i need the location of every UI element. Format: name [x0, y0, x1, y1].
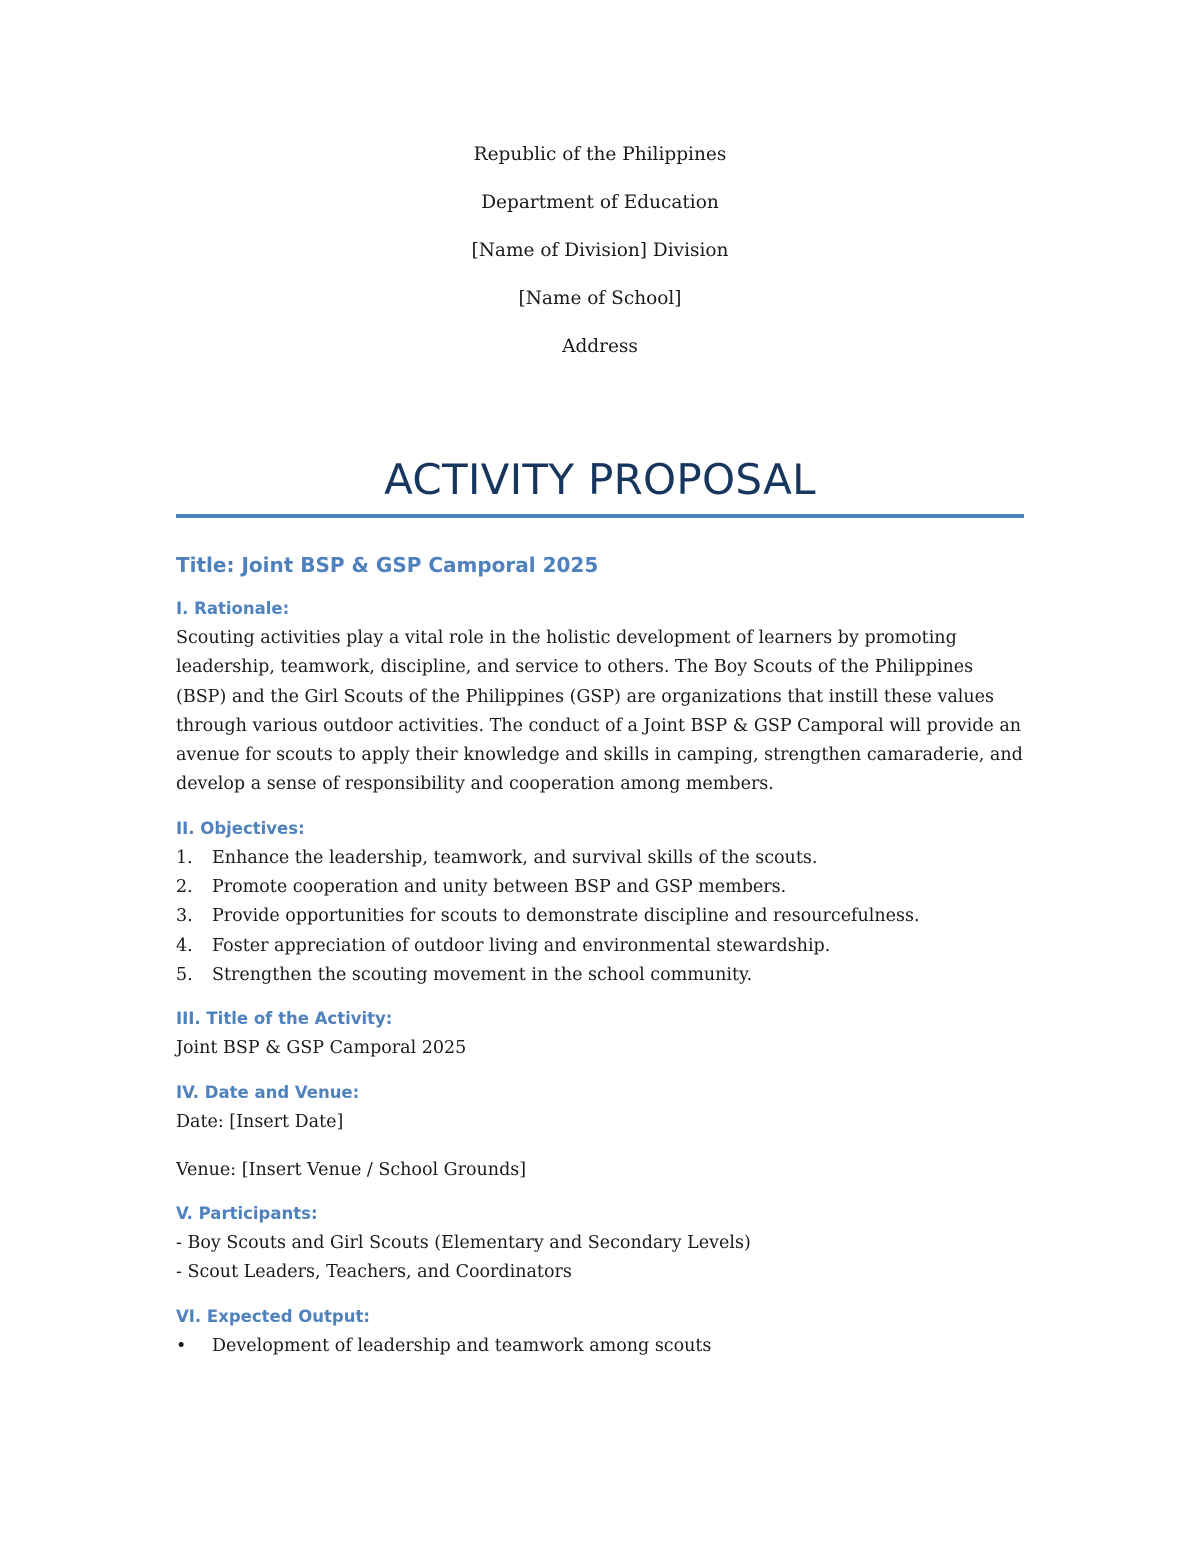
proposal-body: [176, 550, 1026, 1377]
venue-text: Venue: [Insert Venue / School Grounds]: [176, 1159, 527, 1180]
letterhead: [0, 143, 1200, 383]
activity-title-heading: III. Title of the Activity:: [176, 1009, 393, 1029]
participant-item: - Scout Leaders, Teachers, and Coordinators: [176, 1262, 572, 1283]
list-item: [176, 961, 1026, 990]
objective-text: Foster appreciation of outdoor living and environmental stewardship.: [212, 935, 831, 956]
expected-output-list: [176, 1332, 1026, 1361]
section-date-venue: [176, 1080, 1026, 1186]
section-activity-title: [176, 1006, 1026, 1063]
paragraph-gap: [176, 1137, 1026, 1156]
list-item: [176, 873, 1026, 902]
header-school: [Name of School]: [518, 288, 682, 309]
objective-text: Strengthen the scouting movement in the school community.: [212, 964, 753, 985]
list-number: 2.: [176, 877, 193, 898]
objective-text: Provide opportunities for scouts to demonstrate discipline and resourcefulness.: [212, 906, 920, 927]
section-objectives: [176, 816, 1026, 990]
expected-output-text: Development of leadership and teamwork among scouts: [212, 1335, 712, 1356]
title-divider: [176, 514, 1024, 518]
rationale-text: Scouting activities play a vital role in the holistic development of learners by promoting leadership, teamwork, discipline, and service to others. The Boy Scouts of the Philippines (BSP) and the Girl Scouts of the Philippines (GSP) are organizations that instill these values through various outdoor activities. The conduct of a Joint BSP & GSP Camporal will provide an avenue for scouts to apply their knowledge and skills in camping, strengthen camaraderie, and develop a sense of responsibility and cooperation among members.: [176, 628, 1023, 795]
objectives-heading: II. Objectives:: [176, 818, 305, 838]
section-rationale: [176, 596, 1026, 800]
list-item: [176, 932, 1026, 961]
header-address: Address: [562, 336, 638, 357]
objective-text: Promote cooperation and unity between BSP and GSP members.: [212, 877, 787, 898]
date-venue-heading: IV. Date and Venue:: [176, 1082, 360, 1102]
list-number: 3.: [176, 906, 193, 927]
section-expected-output: [176, 1304, 1026, 1361]
page-title: ACTIVITY PROPOSAL: [384, 455, 816, 504]
objective-text: Enhance the leadership, teamwork, and survival skills of the scouts.: [212, 847, 818, 868]
expected-output-heading: VI. Expected Output:: [176, 1306, 370, 1326]
date-text: Date: [Insert Date]: [176, 1111, 344, 1132]
list-item: [176, 844, 1026, 873]
bullet-icon: •: [176, 1335, 187, 1356]
list-number: 5.: [176, 964, 193, 985]
list-number: 1.: [176, 847, 193, 868]
list-item: [176, 902, 1026, 931]
header-department: Department of Education: [481, 192, 719, 213]
participant-item: - Boy Scouts and Girl Scouts (Elementary and Secondary Levels): [176, 1233, 751, 1254]
proposal-title: Title: Joint BSP & GSP Camporal 2025: [176, 553, 599, 577]
list-number: 4.: [176, 935, 193, 956]
objectives-list: [176, 844, 1026, 990]
rationale-heading: I. Rationale:: [176, 599, 290, 618]
header-division: [Name of Division] Division: [471, 240, 729, 261]
header-republic: Republic of the Philippines: [473, 144, 727, 165]
section-participants: [176, 1201, 1026, 1288]
list-item: [176, 1332, 1026, 1361]
participants-heading: V. Participants:: [176, 1204, 318, 1224]
activity-title-text: Joint BSP & GSP Camporal 2025: [176, 1038, 467, 1059]
